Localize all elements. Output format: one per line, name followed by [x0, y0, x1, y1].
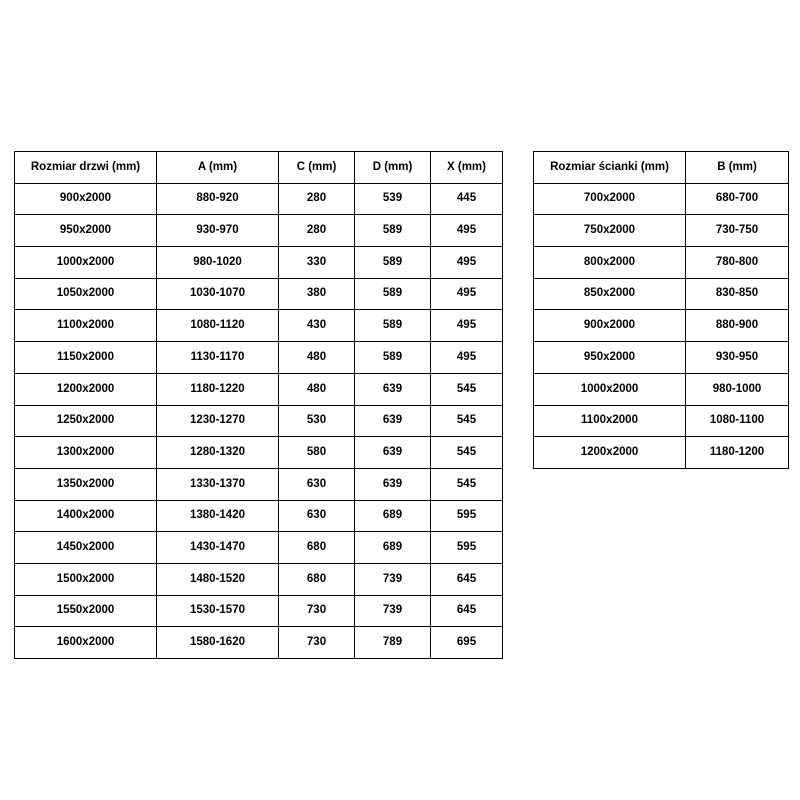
cell-value: 1480-1520: [157, 563, 279, 595]
cell-value: 545: [431, 468, 503, 500]
cell-size: 1600x2000: [15, 627, 157, 659]
cell-size: 1250x2000: [15, 405, 157, 437]
cell-value: 930-970: [157, 215, 279, 247]
table-row: [534, 247, 789, 279]
cell-value: 480: [279, 373, 355, 405]
cell-value: 695: [431, 627, 503, 659]
cell-value: 780-800: [686, 247, 789, 279]
table-row: [15, 563, 503, 595]
cell-value: 589: [355, 310, 431, 342]
table-header-row: [534, 152, 789, 184]
table-row: [15, 595, 503, 627]
cell-value: 495: [431, 215, 503, 247]
cell-value: 930-950: [686, 342, 789, 374]
cell-value: 280: [279, 183, 355, 215]
cell-size: 1100x2000: [15, 310, 157, 342]
cell-value: 495: [431, 342, 503, 374]
table-row: [15, 342, 503, 374]
table-row: [534, 342, 789, 374]
cell-value: 495: [431, 310, 503, 342]
table-row: [534, 405, 789, 437]
cell-value: 739: [355, 595, 431, 627]
cell-value: 1580-1620: [157, 627, 279, 659]
cell-size: 950x2000: [534, 342, 686, 374]
cell-value: 689: [355, 500, 431, 532]
cell-value: 530: [279, 405, 355, 437]
cell-value: 495: [431, 278, 503, 310]
table-row: [534, 215, 789, 247]
table-row: [15, 247, 503, 279]
column-header-door-size: Rozmiar drzwi (mm): [15, 152, 157, 184]
cell-size: 800x2000: [534, 247, 686, 279]
table-row: [15, 215, 503, 247]
column-header-b: B (mm): [686, 152, 789, 184]
cell-value: 630: [279, 500, 355, 532]
cell-value: 1080-1100: [686, 405, 789, 437]
cell-value: 545: [431, 437, 503, 469]
cell-size: 1000x2000: [534, 373, 686, 405]
cell-value: 680-700: [686, 183, 789, 215]
cell-value: 480: [279, 342, 355, 374]
cell-value: 1280-1320: [157, 437, 279, 469]
cell-value: 880-920: [157, 183, 279, 215]
cell-value: 730: [279, 595, 355, 627]
table-row: [534, 310, 789, 342]
cell-value: 589: [355, 342, 431, 374]
cell-value: 589: [355, 247, 431, 279]
table-row: [15, 373, 503, 405]
table-header-row: [15, 152, 503, 184]
cell-size: 1150x2000: [15, 342, 157, 374]
cell-value: 730: [279, 627, 355, 659]
table-row: [15, 500, 503, 532]
cell-value: 639: [355, 468, 431, 500]
table-row: [15, 437, 503, 469]
cell-value: 1030-1070: [157, 278, 279, 310]
cell-value: 595: [431, 500, 503, 532]
cell-size: 1300x2000: [15, 437, 157, 469]
cell-value: 280: [279, 215, 355, 247]
cell-value: 630: [279, 468, 355, 500]
cell-value: 1230-1270: [157, 405, 279, 437]
cell-value: 495: [431, 247, 503, 279]
cell-size: 1450x2000: [15, 532, 157, 564]
cell-value: 330: [279, 247, 355, 279]
cell-value: 1180-1200: [686, 437, 789, 469]
cell-size: 1350x2000: [15, 468, 157, 500]
column-header-c: C (mm): [279, 152, 355, 184]
cell-value: 645: [431, 563, 503, 595]
cell-size: 900x2000: [15, 183, 157, 215]
cell-size: 1200x2000: [15, 373, 157, 405]
table-row: [534, 437, 789, 469]
column-header-x: X (mm): [431, 152, 503, 184]
cell-value: 1330-1370: [157, 468, 279, 500]
cell-value: 730-750: [686, 215, 789, 247]
cell-value: 680: [279, 532, 355, 564]
cell-size: 1550x2000: [15, 595, 157, 627]
cell-size: 900x2000: [534, 310, 686, 342]
cell-size: 1050x2000: [15, 278, 157, 310]
cell-value: 980-1020: [157, 247, 279, 279]
shower-wall-size-table: [533, 151, 789, 469]
cell-size: 850x2000: [534, 278, 686, 310]
cell-value: 595: [431, 532, 503, 564]
cell-size: 700x2000: [534, 183, 686, 215]
cell-value: 1380-1420: [157, 500, 279, 532]
cell-value: 645: [431, 595, 503, 627]
shower-door-size-table: [14, 151, 503, 659]
cell-value: 639: [355, 437, 431, 469]
cell-value: 539: [355, 183, 431, 215]
cell-size: 1200x2000: [534, 437, 686, 469]
column-header-wall-size: Rozmiar ścianki (mm): [534, 152, 686, 184]
cell-size: 1000x2000: [15, 247, 157, 279]
cell-value: 980-1000: [686, 373, 789, 405]
table-row: [15, 278, 503, 310]
cell-value: 639: [355, 373, 431, 405]
cell-value: 545: [431, 405, 503, 437]
cell-size: 950x2000: [15, 215, 157, 247]
table-row: [15, 310, 503, 342]
cell-value: 430: [279, 310, 355, 342]
cell-size: 1100x2000: [534, 405, 686, 437]
cell-value: 1130-1170: [157, 342, 279, 374]
cell-value: 680: [279, 563, 355, 595]
cell-size: 1500x2000: [15, 563, 157, 595]
table-row: [15, 183, 503, 215]
column-header-a: A (mm): [157, 152, 279, 184]
column-header-d: D (mm): [355, 152, 431, 184]
cell-value: 589: [355, 215, 431, 247]
cell-value: 589: [355, 278, 431, 310]
table-row: [15, 405, 503, 437]
table-row: [534, 183, 789, 215]
table-row: [534, 278, 789, 310]
cell-size: 1400x2000: [15, 500, 157, 532]
cell-value: 830-850: [686, 278, 789, 310]
cell-value: 789: [355, 627, 431, 659]
cell-value: 1530-1570: [157, 595, 279, 627]
table-row: [534, 373, 789, 405]
cell-value: 1430-1470: [157, 532, 279, 564]
cell-value: 880-900: [686, 310, 789, 342]
table-row: [15, 532, 503, 564]
table-row: [15, 627, 503, 659]
cell-value: 1180-1220: [157, 373, 279, 405]
cell-value: 445: [431, 183, 503, 215]
cell-value: 739: [355, 563, 431, 595]
cell-size: 750x2000: [534, 215, 686, 247]
cell-value: 580: [279, 437, 355, 469]
cell-value: 639: [355, 405, 431, 437]
cell-value: 380: [279, 278, 355, 310]
cell-value: 545: [431, 373, 503, 405]
table-row: [15, 468, 503, 500]
cell-value: 689: [355, 532, 431, 564]
cell-value: 1080-1120: [157, 310, 279, 342]
